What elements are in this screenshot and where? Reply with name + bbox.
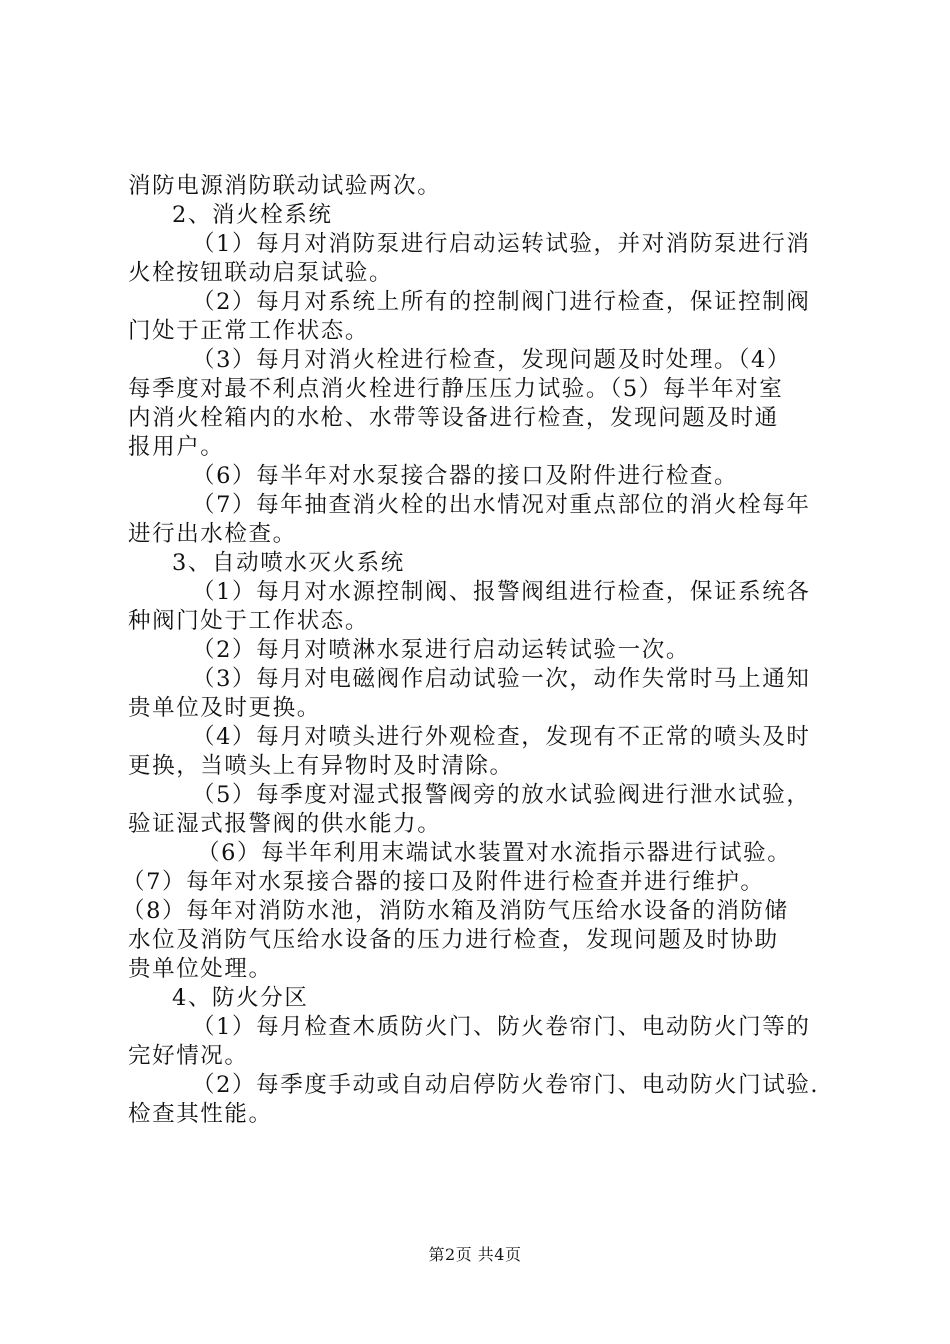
text-line: 内消火栓箱内的水枪、水带等设备进行检查，发现问题及时通 <box>128 405 779 431</box>
text-line: （3）每月对消火栓进行检查，发现问题及时处理。（4） <box>192 347 791 373</box>
text-line: （2）每月对系统上所有的控制阀门进行检查，保证控制阀 <box>192 289 811 315</box>
text-line: 种阀门处于工作状态。 <box>128 608 370 634</box>
text-line: 检查其性能。 <box>128 1101 273 1127</box>
text-line: （7）每年对水泵接合器的接口及附件进行检查并进行维护。 <box>122 869 765 895</box>
text-line: （4）每月对喷头进行外观检查，发现有不正常的喷头及时 <box>192 724 811 750</box>
text-line: （1）每月对消防泵进行启动运转试验，并对消防泵进行消 <box>192 231 811 257</box>
text-line: 完好情况。 <box>128 1043 249 1069</box>
text-line: 贵单位处理。 <box>128 956 273 982</box>
text-line: （2）每月对喷淋水泵进行启动运转试验一次。 <box>192 637 690 663</box>
section-heading: 3、自动喷水灭火系统 <box>172 550 405 576</box>
text-line: （5）每季度对湿式报警阀旁的放水试验阀进行泄水试验， <box>192 782 811 808</box>
text-line: 验证湿式报警阀的供水能力。 <box>128 811 442 837</box>
text-line: 进行出水检查。 <box>128 521 297 547</box>
text-line: （6）每半年利用末端试水装置对水流指示器进行试验。 <box>197 840 792 866</box>
page-number-footer: 第2页 共4页 <box>428 1245 522 1264</box>
text-line: 更换，当喷头上有异物时及时清除。 <box>128 753 514 779</box>
text-line: （7）每年抽查消火栓的出水情况对重点部位的消火栓每年 <box>192 492 811 518</box>
text-line: （1）每月对水源控制阀、报警阀组进行检查，保证系统各 <box>192 579 811 605</box>
text-line: 门处于正常工作状态。 <box>128 318 370 344</box>
text-line: 贵单位及时更换。 <box>128 695 321 721</box>
text-line: （6）每半年对水泵接合器的接口及附件进行检查。 <box>192 463 739 489</box>
text-line: 水位及消防气压给水设备的压力进行检查，发现问题及时协助 <box>128 927 779 953</box>
text-line: 每季度对最不利点消火栓进行静压压力试验。（5）每半年对室 <box>128 376 784 402</box>
text-line: 报用户。 <box>128 434 225 460</box>
text-line: （8）每年对消防水池，消防水箱及消防气压给水设备的消防储 <box>122 898 789 924</box>
text-line: （1）每月检查木质防火门、防火卷帘门、电动防火门等的 <box>192 1014 811 1040</box>
section-heading: 4、防火分区 <box>172 985 309 1011</box>
text-line: （3）每月对电磁阀作启动试验一次，动作失常时马上通知 <box>192 666 811 692</box>
text-line: （2）每季度手动或自动启停防火卷帘门、电动防火门试验. <box>192 1072 820 1098</box>
text-line: 消防电源消防联动试验两次。 <box>128 173 442 199</box>
text-line: 火栓按钮联动启泵试验。 <box>128 260 394 286</box>
document-body <box>122 172 844 1129</box>
section-heading: 2、消火栓系统 <box>172 202 333 228</box>
